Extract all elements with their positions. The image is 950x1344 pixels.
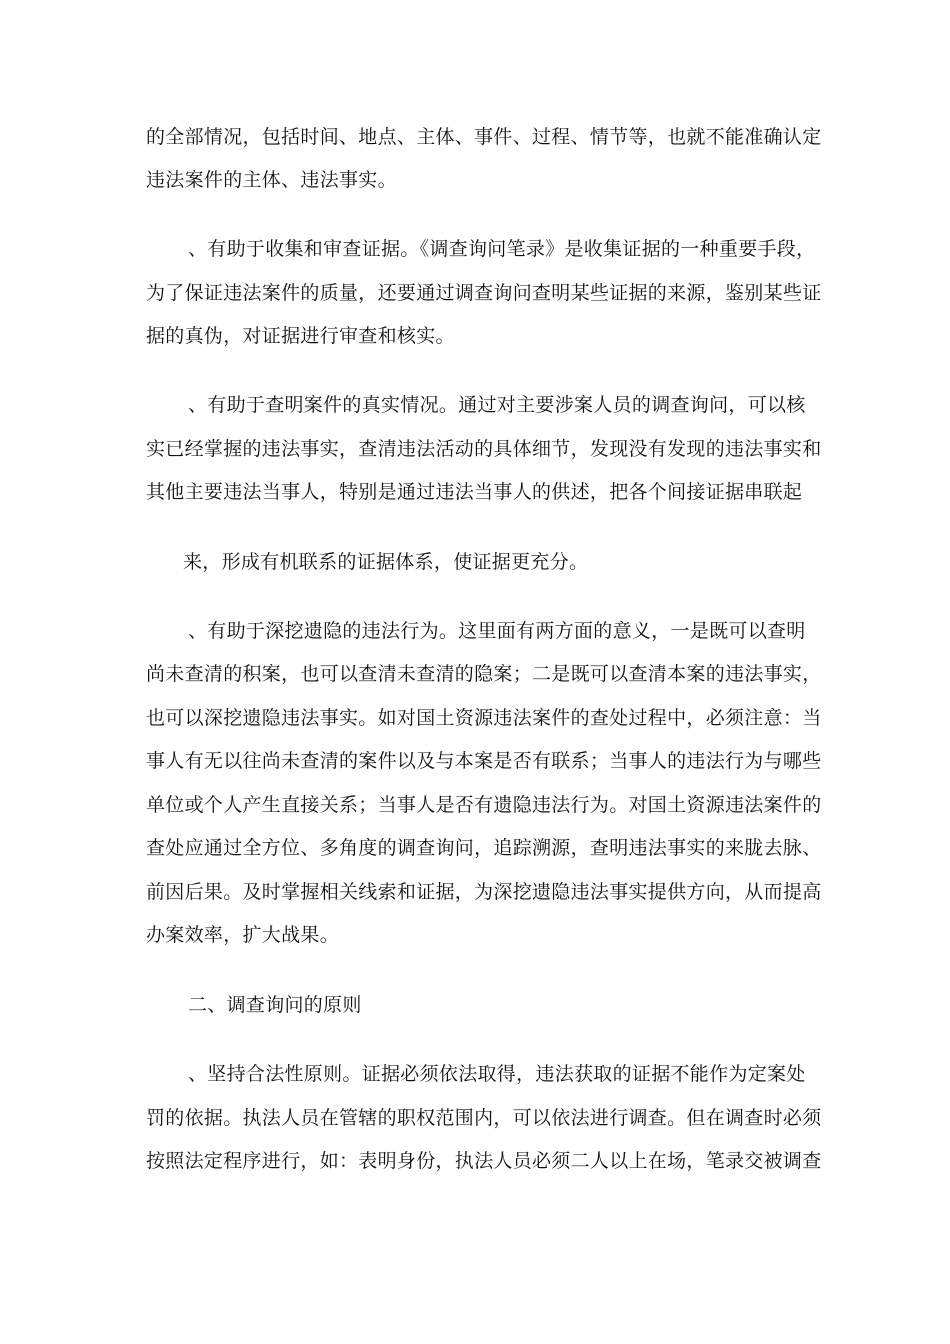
- text-line: 、有助于深挖遗隐的违法行为。这里面有两方面的意义，一是既可以查明: [188, 620, 806, 642]
- text-line: 尚未查清的积案，也可以查清未查清的隐案；二是既可以查清本案的违法事实，: [146, 663, 822, 685]
- text-line: 违法案件的主体、违法事实。: [146, 169, 397, 191]
- text-line: 罚的依据。执法人员在管辖的职权范围内，可以依法进行调查。但在调查时必须: [146, 1107, 822, 1129]
- text-line: 为了保证违法案件的质量，还要通过调查询问查明某些证据的来源，鉴别某些证: [146, 282, 822, 304]
- text-line: 办案效率，扩大战果。: [146, 924, 340, 946]
- text-line: 事人有无以往尚未查清的案件以及与本案是否有联系；当事人的违法行为与哪些: [146, 750, 822, 772]
- text-line: 、坚持合法性原则。证据必须依法取得，违法获取的证据不能作为定案处: [188, 1063, 806, 1085]
- text-line: 前因后果。及时掌握相关线索和证据，为深挖遗隐违法事实提供方向，从而提高: [146, 881, 822, 903]
- text-line: 单位或个人产生直接关系；当事人是否有遗隐违法行为。对国土资源违法案件的: [146, 794, 822, 816]
- text-line: 实已经掌握的违法事实，查清违法活动的具体细节，发现没有发现的违法事实和: [146, 438, 822, 460]
- text-line: 也可以深挖遗隐违法事实。如对国土资源违法案件的查处过程中，必须注意：当: [146, 707, 822, 729]
- section-heading: 二、调查询问的原则: [188, 994, 362, 1016]
- text-line: 其他主要违法当事人，特别是通过违法当事人的供述，把各个间接证据串联起: [146, 481, 803, 503]
- text-line: 来，形成有机联系的证据体系，使证据更充分。: [183, 551, 589, 573]
- text-line: 据的真伪，对证据进行审查和核实。: [146, 325, 455, 347]
- text-line: 按照法定程序进行，如：表明身份，执法人员必须二人以上在场，笔录交被调查: [146, 1150, 822, 1172]
- text-line: 查处应通过全方位、多角度的调查询问，追踪溯源，查明违法事实的来胧去脉、: [146, 837, 822, 859]
- text-line: 、有助于收集和审查证据。《调查询问笔录》是收集证据的一种重要手段，: [188, 238, 816, 260]
- text-line: 的全部情况，包括时间、地点、主体、事件、过程、情节等，也就不能准确认定: [146, 126, 822, 148]
- text-line: 、有助于查明案件的真实情况。通过对主要涉案人员的调查询问，可以核: [188, 394, 806, 416]
